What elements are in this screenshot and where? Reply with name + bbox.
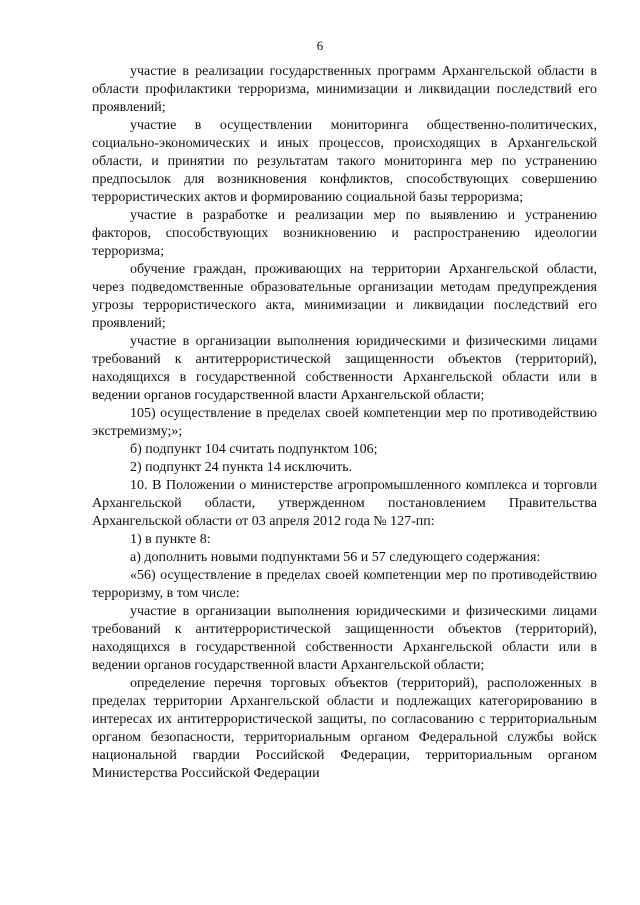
- paragraph: участие в реализации государственных программ Архангельской области в области профилактики терроризма, минимизации и ликвидации последствий его проявлений;: [92, 64, 597, 115]
- paragraph: б) подпункт 104 считать подпунктом 106;: [130, 442, 378, 457]
- paragraph: обучение граждан, проживающих на территории Архангельской области, через подведомственные образовательные организации методам предупреждения угрозы террористического акта, минимизации и ликвидации последствий его проявлений;: [92, 262, 597, 331]
- paragraph: участие в организации выполнения юридическими и физическими лицами требований к антитеррористической защищенности объектов (территорий), находящихся в государственной собственности Архангельской области или в ведении органов государственной власти Архангельской области;: [92, 604, 597, 673]
- paragraph: 1) в пункте 8:: [130, 532, 211, 547]
- paragraph: участие в организации выполнения юридическими и физическими лицами требований к антитеррористической защищенности объектов (территорий), находящихся в государственной собственности Архангельской области или в ведении органов государственной власти Архангельской области;: [92, 334, 597, 403]
- paragraph: участие в осуществлении мониторинга общественно-политических, социально-экономических и иных процессов, происходящих в Архангельской области, и принятии по результатам такого мониторинга мер по устранению предпосылок для возникновения конфликтов, способствующих совершению террористических актов и формированию социальной базы терроризма;: [92, 118, 597, 205]
- paragraph: 10. В Положении о министерстве агропромышленного комплекса и торговли Архангельской области, утвержденном постановлением Правительства Архангельской области от 03 апреля 2012 года № 127-пп:: [92, 478, 597, 529]
- paragraph: а) дополнить новыми подпунктами 56 и 57 следующего содержания:: [130, 550, 541, 565]
- paragraph: «56) осуществление в пределах своей компетенции мер по противодействию терроризму, в том числе:: [92, 568, 597, 601]
- page-number: 6: [316, 38, 324, 53]
- paragraph: участие в разработке и реализации мер по выявлению и устранению факторов, способствующих возникновению и распространению идеологии терроризма;: [92, 208, 597, 259]
- paragraph: определение перечня торговых объектов (территорий), расположенных в пределах территории Архангельской области и подлежащих категорированию в интересах их антитеррористической защиты, по согласованию с территориальным органом безопасности, территориальным органом Федеральной службы войск национальной гвардии Российской Федерации, территориальным органом Министерства Российской Федерации: [92, 676, 597, 781]
- paragraph: 2) подпункт 24 пункта 14 исключить.: [130, 460, 353, 475]
- document-body: [92, 63, 597, 783]
- paragraph: 105) осуществление в пределах своей компетенции мер по противодействию экстремизму;»;: [92, 406, 597, 439]
